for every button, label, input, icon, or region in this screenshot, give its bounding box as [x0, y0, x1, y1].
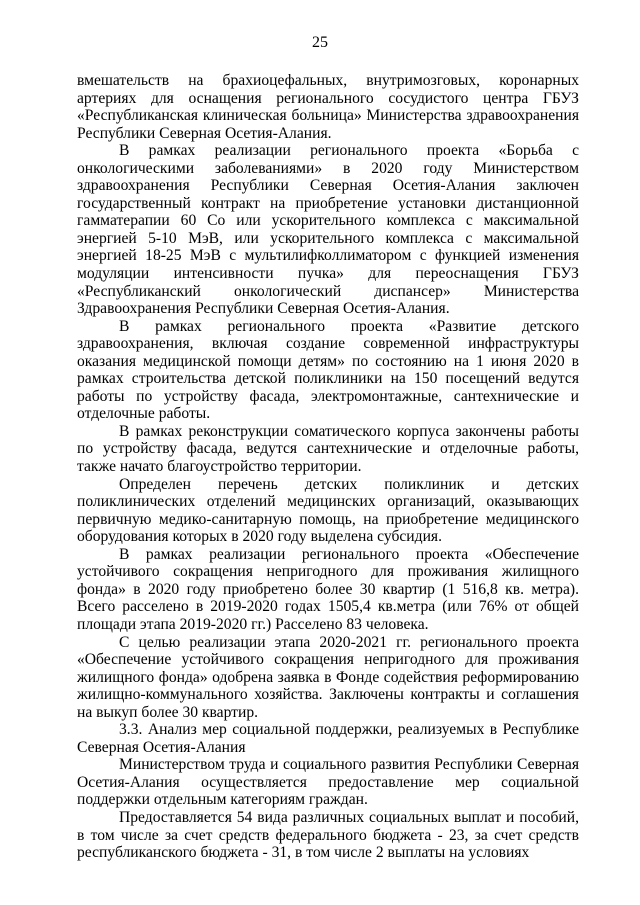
paragraph-6: В рамках реализации регионального проекта «Обеспечение устойчивого сокращения непригодного для проживания жилищного фонда» в 2020 году приобретено более 30 квартир (1 516,8 кв. метра). Всего расселено в 2019-2020 годах 1505,4 кв.метра (или 76% от общей площади этапа 2019-2020 гг.) Расселено 83 человека.	[77, 545, 579, 633]
paragraph-4: В рамках реконструкции соматического корпуса закончены работы по устройству фасада, ведутся сантехнические и отделочные работы, также начато благоустройство территории.	[77, 422, 579, 476]
paragraph-8: Министерством труда и социального развития Республики Северная Осетия-Алания осуществляется предоставление мер социальной поддержки отдельным категориям граждан.	[77, 756, 579, 809]
section-heading: 3.3. Анализ мер социальной поддержки, реализуемых в Республике Северная Осетия-Алания	[77, 721, 579, 756]
document-body	[77, 72, 579, 862]
paragraph-7: С целью реализации этапа 2020-2021 гг. регионального проекта «Обеспечение устойчивого сокращения непригодного для проживания жилищного фонда» одобрена заявка в Фонде содействия реформированию жилищно-коммунального хозяйства. Заключены контракты и соглашения на выкуп более 30 квартир.	[77, 633, 579, 721]
paragraph-9: Предоставляется 54 вида различных социальных выплат и пособий, в том числе за счет средств федерального бюджета - 23, за счет средств республиканского бюджета - 31, в том числе 2 выплаты на условиях	[77, 808, 579, 862]
paragraph-2: В рамках реализации регионального проекта «Борьба с онкологическими заболеваниями» в 2020 году Министерством здравоохранения Республики Северная Осетия-Алания заключен государственный контракт на приобретение установки дистанционной гамматерапии 60 Со или ускорительного комплекса с максимальной энергией 5-10 МэВ, или ускорительного комплекса с максимальной энергией 18-25 МэВ с мультилифколлиматором с функцией изменения модуляции интенсивности пучка» для переоснащения ГБУЗ «Республиканский онкологический диспансер» Министерства Здравоохранения Республики Северная Осетия-Алания.	[77, 142, 579, 318]
paragraph-1: вмешательств на брахиоцефальных, внутримозговых, коронарных артериях для оснащения регионального сосудистого центра ГБУЗ «Республиканская клиническая больница» Министерства здравоохранения Республики Северная Осетия-Алания.	[77, 72, 579, 142]
page-number: 25	[312, 34, 328, 51]
paragraph-3: В рамках регионального проекта «Развитие детского здравоохранения, включая создание современной инфраструктуры оказания медицинской помощи детям» по состоянию на 1 июня 2020 в рамках строительства детской поликлиники на 150 посещений ведутся работы по устройству фасада, электромонтажные, сантехнические и отделочные работы.	[77, 317, 579, 423]
paragraph-5: Определен перечень детских поликлиник и детских поликлинических отделений медицинских организаций, оказывающих первичную медико-санитарную помощь, на приобретение медицинского оборудования которых в 2020 году выделена субсидия.	[77, 475, 579, 546]
